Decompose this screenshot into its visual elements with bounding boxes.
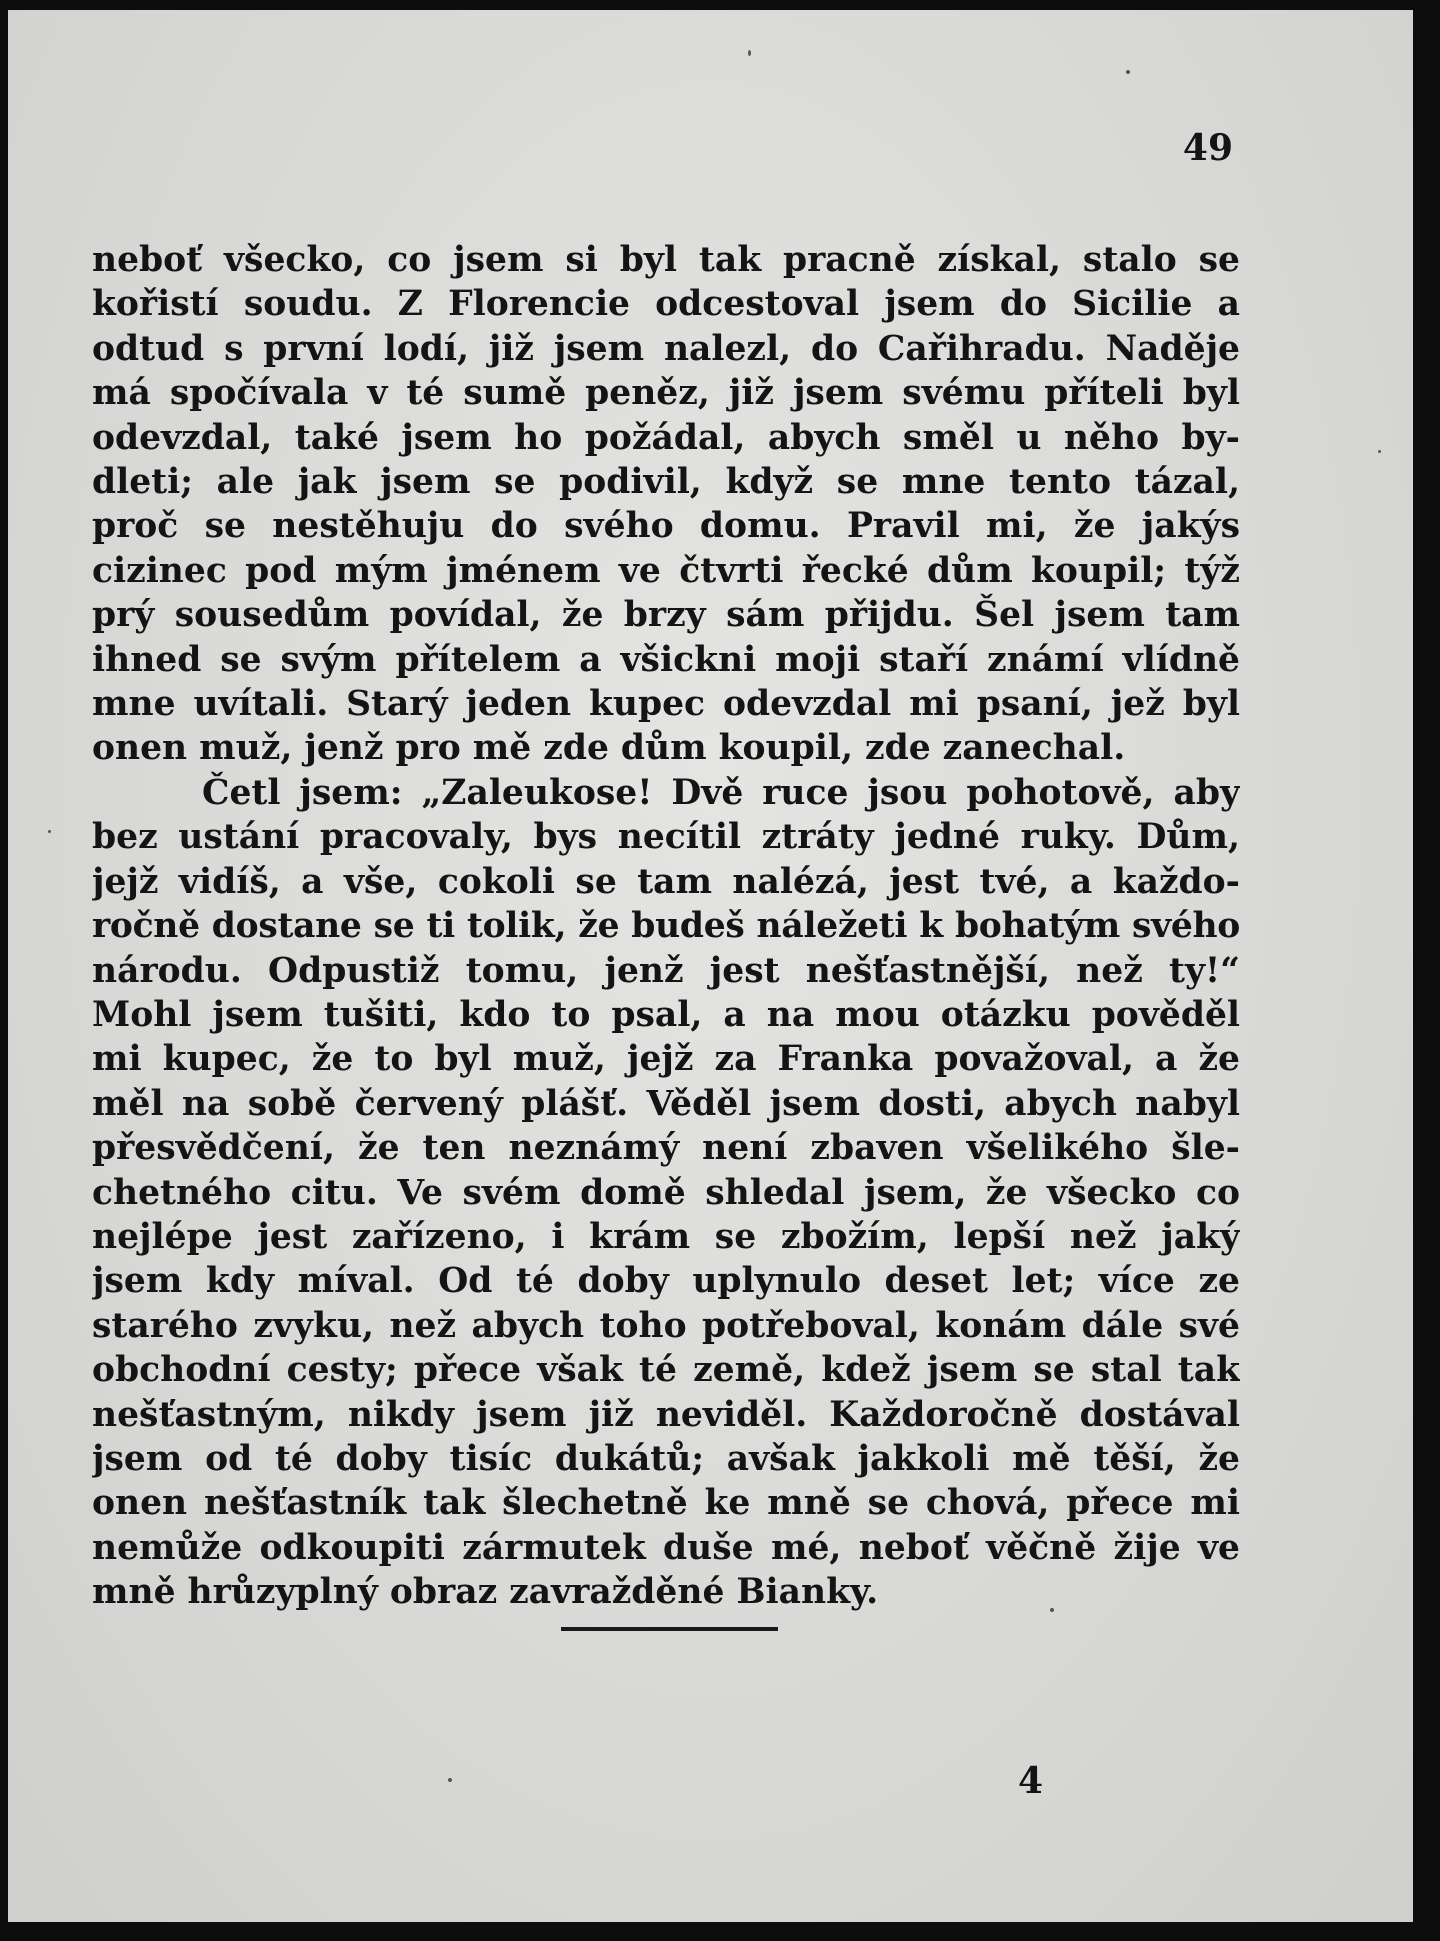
text-line: onen muž, jenž pro mě zde dům koupil, zde zanechal. — [92, 728, 1126, 769]
text-line: kořistí soudu. Z Florencie odcestoval jsem do Sicilie a — [92, 284, 1240, 325]
text-line: starého zvyku, než abych toho potřeboval, konám dále své — [92, 1305, 1240, 1346]
text-line: ihned se svým přítelem a všickni moji staří známí vlídně — [92, 639, 1240, 680]
text-line: mi kupec, že to byl muž, jejž za Franka považoval, a že — [92, 1039, 1240, 1080]
closing-rule — [561, 1627, 778, 1631]
text-line: odevzdal, také jsem ho požádal, abych směl u něho by- — [92, 417, 1240, 458]
text-line: mne uvítali. Starý jeden kupec odevzdal mi psaní, jež byl — [92, 684, 1240, 725]
text-line: obchodní cesty; přece však té země, kdež jsem se stal tak — [92, 1350, 1240, 1391]
text-line: proč se nestěhuju do svého domu. Pravil mi, že jakýs — [92, 506, 1240, 547]
text-line: odtud s první lodí, již jsem nalezl, do Cařihradu. Naděje — [92, 328, 1240, 369]
text-line: onen nešťastník tak šlechetně ke mně se chová, přece mi — [92, 1483, 1240, 1524]
text-line: přesvědčení, že ten neznámý není zbaven všelikého šle- — [92, 1128, 1240, 1169]
print-speck — [1378, 450, 1381, 453]
text-line: neboť všecko, co jsem si byl tak pracně získal, stalo se — [92, 240, 1240, 280]
page-number: 49 — [1182, 127, 1233, 169]
text-line: národu. Odpustiž tomu, jenž jest nešťastnější, než ty!“ — [92, 950, 1240, 991]
text-line: nejlépe jest zařízeno, i krám se zbožím, lepší než jaký — [92, 1216, 1240, 1257]
text-line: ročně dostane se ti tolik, že budeš náležeti k bohatým svého — [92, 906, 1240, 947]
book-page — [8, 10, 1413, 1922]
text-line: jsem kdy míval. Od té doby uplynulo deset let; více ze — [92, 1261, 1240, 1302]
text-line: cizinec pod mým jménem ve čtvrti řecké dům koupil; týž — [92, 550, 1240, 591]
body-text — [92, 238, 1240, 1615]
signature-mark: 4 — [1018, 1760, 1044, 1802]
print-speck — [48, 830, 51, 833]
text-line: Mohl jsem tušiti, kdo to psal, a na mou otázku pověděl — [92, 994, 1240, 1035]
text-line: dleti; ale jak jsem se podivil, když se mne tento tázal, — [92, 462, 1240, 503]
text-line: jsem od té doby tisíc dukátů; avšak jakkoli mě těší, že — [92, 1438, 1240, 1479]
text-line: nešťastným, nikdy jsem již neviděl. Každoročně dostával — [92, 1394, 1240, 1435]
text-line: chetného citu. Ve svém domě shledal jsem, že všecko co — [92, 1172, 1240, 1213]
text-line: má spočívala v té sumě peněz, již jsem svému příteli byl — [92, 373, 1240, 414]
text-line: jejž vidíš, a vše, cokoli se tam nalézá, jest tvé, a každo- — [92, 861, 1240, 902]
text-line: Četl jsem: „Zaleukose! Dvě ruce jsou pohotově, aby — [202, 772, 1240, 813]
print-speck — [448, 1778, 452, 1782]
text-line: nemůže odkoupiti zármutek duše mé, neboť věčně žije ve — [92, 1527, 1240, 1568]
print-speck — [1050, 1608, 1054, 1612]
text-line: bez ustání pracovaly, bys necítil ztráty jedné ruky. Dům, — [92, 817, 1240, 858]
text-line: měl na sobě červený plášť. Věděl jsem dosti, abych nabyl — [92, 1083, 1240, 1124]
text-line: prý sousedům povídal, že brzy sám přijdu. Šel jsem tam — [92, 595, 1240, 636]
print-speck — [1126, 70, 1130, 74]
text-line: mně hrůzyplný obraz zavražděné Bianky. — [92, 1572, 879, 1613]
print-speck — [748, 50, 751, 56]
